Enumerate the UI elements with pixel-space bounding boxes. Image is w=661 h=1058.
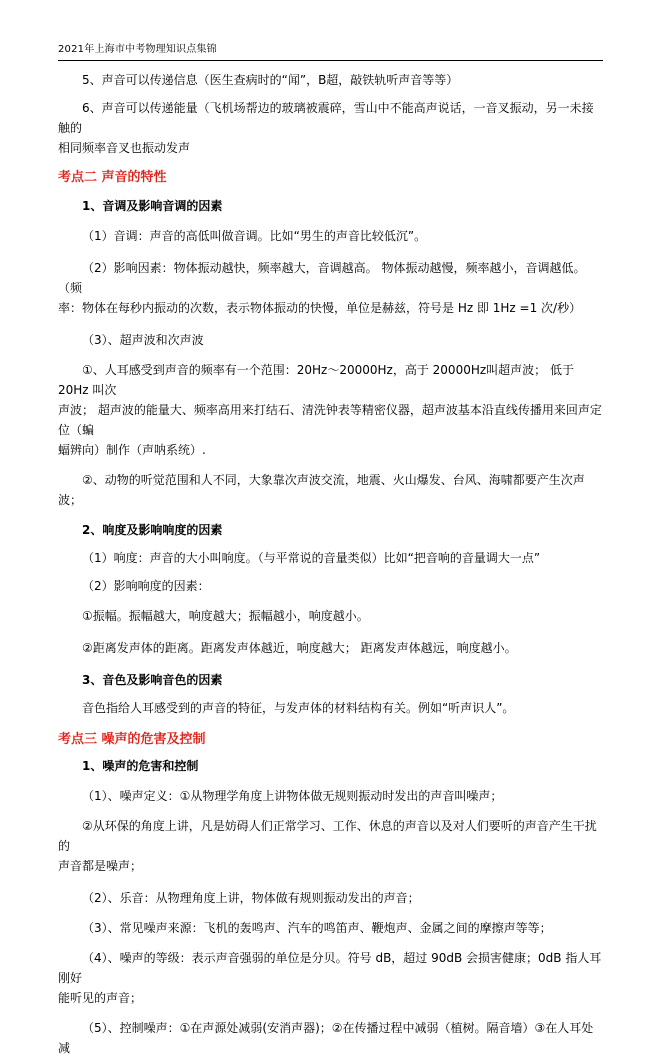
- pitch-factors: （2）影响因素：物体振动越快，频率越大，音调越高。 物体振动越慢，频率越小，音调越低。（频: [58, 261, 586, 295]
- document-body: [58, 70, 603, 1058]
- sound-info-item: 5、声音可以传递信息（医生查病时的“闻”，B超，敲铁轨听声音等等）: [82, 73, 459, 87]
- loudness-definition: （1）响度：声音的大小叫响度。（与平常说的音量类似）比如“把音响的音量调大一点”: [82, 551, 541, 565]
- loudness-factors: （2）影响响度的因素：: [82, 579, 210, 593]
- pitch-definition: （1）音调：声音的高低叫做音调。比如“男生的声音比较低沉”。: [82, 229, 427, 243]
- noise-levels: （4）、噪声的等级：表示声音强弱的单位是分贝。符号 dB，超过 90dB 会损害健康；0dB 指人耳刚好: [58, 951, 602, 985]
- heading-noise: 1、噪声的危害和控制: [82, 759, 199, 773]
- noise-environment-cont: 声音都是噪声；: [58, 859, 143, 873]
- pitch-factors-cont: 率：物体在每秒内振动的次数，表示物体振动的快慢，单位是赫兹，符号是 Hz 即 1Hz =1 次/秒）: [58, 301, 582, 315]
- noise-control: （5）、控制噪声：①在声源处减弱(安消声器)；②在传播过程中减弱（植树。隔音墙）③在人耳处减: [58, 1021, 594, 1055]
- noise-sources: （3）、常见噪声来源：飞机的轰鸣声、汽车的鸣笛声、鞭炮声、金属之间的摩擦声等等；: [82, 921, 552, 935]
- page-header: 2021年上海市中考物理知识点集锦: [58, 44, 217, 55]
- heading-pitch: 1、音调及影响音调的因素: [82, 199, 223, 213]
- infrasound-para: ②、动物的听觉范围和人不同，大象靠次声波交流，地震、火山爆发、台风、海啸都要产生次声波；: [58, 473, 585, 507]
- header-divider: [58, 60, 603, 61]
- loudness-distance: ②距离发声体的距离。距离发声体越近，响度越大； 距离发声体越远，响度越小。: [82, 641, 517, 655]
- loudness-amplitude: ①振幅。振幅越大，响度越大；振幅越小，响度越小。: [82, 609, 369, 623]
- noise-environment: ②从环保的角度上讲，凡是妨碍人们正常学习、工作、休息的声音以及对人们要听的声音产生干扰的: [58, 819, 597, 853]
- ultrasound-heading: （3）、超声波和次声波: [82, 333, 204, 347]
- noise-levels-cont: 能听见的声音；: [58, 991, 143, 1005]
- heading-loudness: 2、响度及影响响度的因素: [82, 523, 223, 537]
- noise-definition: （1）、噪声定义：①从物理学角度上讲物体做无规则振动时发出的声音叫噪声；: [82, 789, 503, 803]
- sound-energy-item-cont: 相同频率音叉也振动发声: [58, 141, 191, 155]
- sound-energy-item: 6、声音可以传递能量（飞机场帮边的玻璃被震碎，雪山中不能高声说话，一音叉振动，另一未接触的: [58, 101, 594, 135]
- section-title-3: 考点三 噪声的危害及控制: [58, 732, 206, 747]
- ultrasound-para-line2: 声波； 超声波的能量大、频率高用来打结石、清洗钟表等精密仪器，超声波基本沿直线传播用来回声定位（蝙: [58, 403, 602, 437]
- ultrasound-para: ①、人耳感受到声音的频率有一个范围：20Hz～20000Hz，高于 20000Hz叫超声波； 低于 20Hz 叫次: [58, 363, 574, 397]
- ultrasound-para-line3: 蝠辨向）制作（声呐系统）.: [58, 443, 206, 457]
- heading-timbre: 3、音色及影响音色的因素: [82, 673, 223, 687]
- timbre-definition: 音色指给人耳感受到的声音的特征，与发声体的材料结构有关。例如“听声识人”。: [82, 701, 515, 715]
- section-title-2: 考点二 声音的特性: [58, 170, 167, 185]
- musical-sound: （2）、乐音：从物理角度上讲，物体做有规则振动发出的声音；: [82, 891, 420, 905]
